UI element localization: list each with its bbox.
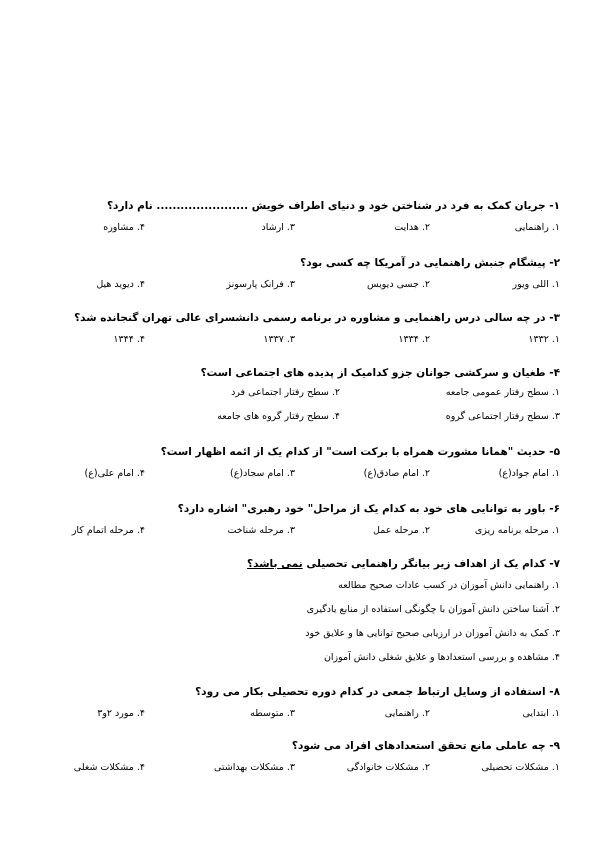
question-4-option-1: ۱. سطح رفتار عمومی جامعه <box>445 387 560 398</box>
question-1-option-3: ۳. ارشاد <box>261 222 295 233</box>
question-9-option-3: ۳. مشکلات بهداشتی <box>214 762 295 773</box>
question-8-option-4: ۴. مورد ۲و۳ <box>97 708 145 719</box>
question-6-option-3: ۳. مرحله شناخت <box>227 525 295 536</box>
question-5 <box>40 446 560 486</box>
question-1-text: ۱- جریان کمک به فرد در شناختن خود و دنیای اطراف خویش ....................... نام دارد؟ <box>106 200 560 212</box>
question-4-option-2: ۲. سطح رفتار اجتماعی فرد <box>231 387 340 398</box>
question-7-option-3: ۳. کمک به دانش آموزان در ارزیابی صحیح توانایی ها و علایق خود <box>305 628 560 639</box>
question-3-options <box>40 334 560 352</box>
question-2-option-2: ۲. جسی دیویس <box>367 279 430 290</box>
question-2-option-4: ۴. دیوید هیل <box>96 279 145 290</box>
question-5-text: ۵- حدیث "همانا مشورت همراه با برکت است" از کدام یک از ائمه اظهار است؟ <box>160 446 560 458</box>
question-8-options <box>40 708 560 726</box>
question-8-option-3: ۳. متوسطه <box>250 708 295 719</box>
question-1-option-1: ۱. راهنمایی <box>514 222 560 233</box>
question-3-option-3: ۳. ۱۳۳۷ <box>263 334 295 345</box>
question-1-option-4: ۴. مشاوره <box>103 222 145 233</box>
question-9-option-2: ۲. مشکلات خانوادگی <box>346 762 430 773</box>
question-9-options <box>40 762 560 780</box>
question-4-option-3: ۳. سطح رفتار اجتماعی گروه <box>445 411 560 422</box>
question-4-option-4: ۴. سطح رفتار گروه های جامعه <box>217 411 340 422</box>
question-9-text: ۹- چه عاملی مانع تحقق استعدادهای افراد می شود؟ <box>291 740 560 752</box>
question-1 <box>40 200 560 240</box>
question-8-text: ۸- استفاده از وسایل ارتباط جمعی در کدام دوره تحصیلی بکار می رود؟ <box>195 686 560 698</box>
question-4 <box>40 367 560 431</box>
question-7-text-main: ۷- کدام یک از اهداف زیر بیانگر راهنمایی تحصیلی <box>302 558 560 570</box>
question-3-text: ۳- در چه سالی درس راهنمایی و مشاوره در برنامه رسمی دانشسرای عالی تهران گنجانده شد؟ <box>74 312 560 324</box>
question-5-option-4: ۴. امام علی(ع) <box>84 468 145 479</box>
question-4-text: ۴- طغیان و سرکشی جوانان جزو کدامیک از پدیده های اجتماعی است؟ <box>200 367 560 379</box>
question-3-option-4: ۴. ۱۳۴۴ <box>113 334 145 345</box>
question-6-options <box>40 525 560 543</box>
question-3-option-1: ۱. ۱۳۳۲ <box>528 334 560 345</box>
question-7-options <box>40 574 560 670</box>
question-2-option-1: ۱. اللی ویور <box>512 279 560 290</box>
question-9 <box>40 740 560 780</box>
question-2-option-3: ۳. فرانک پارسونز <box>226 279 295 290</box>
question-6 <box>40 503 560 543</box>
question-7-option-1: ۱. راهنمایی دانش آموزان در کسب عادات صحیح مطالعه <box>338 580 560 591</box>
question-7-text <box>40 558 560 570</box>
question-8-option-1: ۱. ابتدایی <box>522 708 560 719</box>
question-6-text: ۶- باور به توانایی های خود به کدام یک از مراحل" خود رهبری" اشاره دارد؟ <box>177 503 560 515</box>
question-8-option-2: ۲. راهنمایی <box>384 708 430 719</box>
question-2-text: ۲- پیشگام جنبش راهنمایی در آمریکا چه کسی بود؟ <box>300 257 560 269</box>
question-7 <box>40 558 560 670</box>
question-7-option-4: ۴. مشاهده و بررسی استعدادها و علایق شغلی دانش آموزان <box>323 652 560 663</box>
question-5-options <box>40 468 560 486</box>
question-1-option-2: ۲. هدایت <box>394 222 430 233</box>
question-3-option-2: ۲. ۱۳۳۴ <box>398 334 430 345</box>
question-2-options <box>40 279 560 297</box>
question-7-text-underlined: نمی باشد؟ <box>247 558 303 570</box>
question-1-options <box>40 222 560 240</box>
question-3 <box>40 312 560 352</box>
question-6-option-2: ۲. مرحله عمل <box>373 525 430 536</box>
question-9-option-4: ۴. مشکلات شغلی <box>73 762 145 773</box>
question-5-option-2: ۲. امام صادق(ع) <box>363 468 430 479</box>
question-8 <box>40 686 560 726</box>
question-2 <box>40 257 560 297</box>
question-7-option-2: ۲. آشنا ساختن دانش آموزان با چگونگی استفاده از منابع یادگیری <box>306 604 560 615</box>
question-9-option-1: ۱. مشکلات تحصیلی <box>481 762 560 773</box>
question-4-options <box>40 387 560 431</box>
question-5-option-1: ۱. امام جواد(ع) <box>498 468 560 479</box>
question-6-option-1: ۱. مرحله برنامه ریزی <box>474 525 560 536</box>
question-6-option-4: ۴. مرحله اتمام کار <box>71 525 145 536</box>
question-5-option-3: ۳. امام سجاد(ع) <box>230 468 295 479</box>
